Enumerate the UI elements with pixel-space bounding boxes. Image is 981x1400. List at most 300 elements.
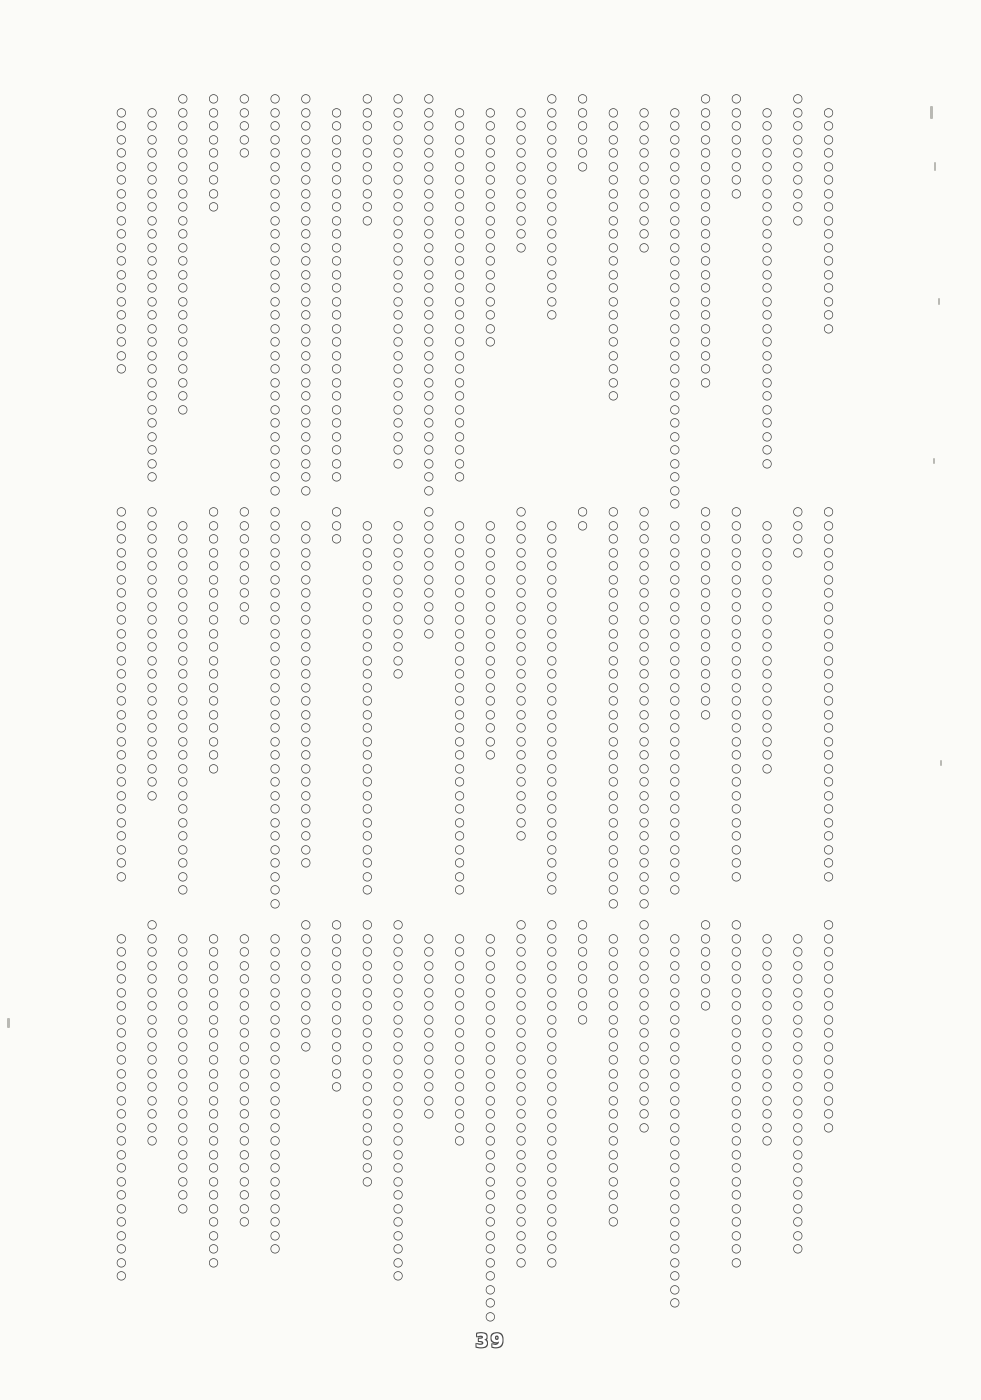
- redacted-character: ○: [761, 320, 773, 335]
- redacted-character: ○: [116, 131, 127, 146]
- redacted-character: ○: [239, 1106, 250, 1120]
- redacted-character: ○: [546, 1200, 558, 1215]
- redacted-character: ○: [423, 1025, 435, 1039]
- redacted-character: ○: [239, 1133, 250, 1147]
- redacted-character: ○: [823, 239, 834, 254]
- text-column: [321, 505, 352, 915]
- redacted-character: ○: [239, 612, 250, 626]
- redacted-character: ○: [239, 1200, 250, 1215]
- redacted-character: ○: [608, 558, 619, 572]
- redacted-character: ○: [454, 998, 465, 1012]
- redacted-character: ○: [208, 639, 219, 653]
- redacted-character: ○: [700, 199, 711, 213]
- redacted-character: ○: [454, 347, 465, 362]
- redacted-character: ○: [515, 598, 527, 613]
- redacted-character: ○: [485, 1092, 496, 1107]
- redacted-character: ○: [177, 841, 189, 856]
- redacted-character: ○: [392, 1065, 404, 1080]
- redacted-character: ○: [423, 158, 435, 173]
- redacted-character: ○: [208, 944, 219, 958]
- redacted-character: ○: [300, 320, 312, 335]
- text-column: [506, 92, 537, 502]
- redacted-character: ○: [546, 1106, 558, 1120]
- redacted-character: ○: [546, 774, 558, 788]
- redacted-character: ○: [823, 652, 834, 667]
- redacted-character: ○: [792, 1011, 804, 1026]
- redacted-character: ○: [362, 1133, 373, 1147]
- redacted-character: ○: [731, 666, 742, 680]
- redacted-character: ○: [761, 226, 773, 240]
- redacted-character: ○: [392, 1133, 404, 1147]
- redacted-character: ○: [362, 585, 373, 599]
- redacted-character: ○: [638, 882, 650, 896]
- redacted-character: ○: [485, 733, 496, 748]
- redacted-character: ○: [669, 1281, 681, 1296]
- redacted-character: ○: [700, 293, 711, 308]
- redacted-character: ○: [177, 1119, 189, 1134]
- redacted-character: ○: [608, 374, 619, 389]
- redacted-character: ○: [761, 531, 773, 545]
- redacted-character: ○: [454, 104, 465, 119]
- redacted-character: ○: [731, 598, 742, 613]
- redacted-character: ○: [331, 320, 342, 335]
- redacted-character: ○: [731, 917, 742, 931]
- redacted-character: ○: [116, 1173, 127, 1188]
- redacted-character: ○: [392, 930, 404, 945]
- redacted-character: ○: [823, 585, 834, 599]
- redacted-character: ○: [269, 957, 281, 972]
- redacted-character: ○: [546, 293, 558, 308]
- redacted-character: ○: [823, 1065, 834, 1080]
- redacted-character: ○: [638, 145, 650, 159]
- redacted-character: ○: [423, 1038, 435, 1053]
- redacted-character: ○: [823, 544, 834, 559]
- redacted-character: ○: [546, 585, 558, 599]
- redacted-character: ○: [761, 104, 773, 119]
- redacted-character: ○: [515, 585, 527, 599]
- redacted-character: ○: [700, 625, 711, 640]
- redacted-character: ○: [331, 104, 342, 119]
- redacted-character: ○: [392, 998, 404, 1012]
- redacted-character: ○: [515, 517, 527, 532]
- redacted-character: ○: [269, 442, 281, 456]
- redacted-character: ○: [761, 1092, 773, 1107]
- redacted-character: ○: [392, 1011, 404, 1026]
- text-column: [598, 918, 629, 1328]
- redacted-character: ○: [823, 971, 834, 985]
- redacted-character: ○: [454, 814, 465, 829]
- redacted-character: ○: [823, 998, 834, 1012]
- redacted-character: ○: [146, 428, 158, 443]
- redacted-character: ○: [669, 774, 681, 788]
- redacted-character: ○: [392, 1092, 404, 1107]
- redacted-character: ○: [300, 706, 312, 721]
- redacted-character: ○: [362, 1052, 373, 1066]
- redacted-character: ○: [454, 212, 465, 227]
- redacted-character: ○: [362, 118, 373, 132]
- redacted-character: ○: [208, 625, 219, 640]
- redacted-character: ○: [392, 666, 404, 680]
- redacted-character: ○: [454, 652, 465, 667]
- redacted-character: ○: [177, 1065, 189, 1080]
- redacted-character: ○: [269, 706, 281, 721]
- redacted-character: ○: [546, 747, 558, 761]
- redacted-character: ○: [761, 585, 773, 599]
- redacted-character: ○: [300, 334, 312, 348]
- redacted-character: ○: [177, 612, 189, 626]
- redacted-character: ○: [208, 1038, 219, 1053]
- redacted-character: ○: [116, 1025, 127, 1039]
- redacted-character: ○: [515, 733, 527, 748]
- redacted-character: ○: [116, 1011, 127, 1026]
- redacted-character: ○: [608, 1146, 619, 1161]
- redacted-character: ○: [116, 334, 127, 348]
- redacted-character: ○: [300, 801, 312, 815]
- redacted-character: ○: [792, 998, 804, 1012]
- redacted-character: ○: [577, 1011, 588, 1026]
- redacted-character: ○: [669, 185, 681, 200]
- redacted-character: ○: [454, 841, 465, 856]
- redacted-character: ○: [300, 571, 312, 586]
- redacted-character: ○: [669, 482, 681, 497]
- redacted-character: ○: [823, 1092, 834, 1107]
- redacted-character: ○: [146, 598, 158, 613]
- redacted-character: ○: [731, 930, 742, 945]
- redacted-character: ○: [300, 787, 312, 802]
- redacted-character: ○: [269, 639, 281, 653]
- redacted-character: ○: [485, 571, 496, 586]
- redacted-character: ○: [792, 131, 804, 146]
- text-column: [629, 92, 660, 502]
- redacted-character: ○: [731, 720, 742, 734]
- redacted-character: ○: [239, 1011, 250, 1026]
- text-column: [783, 918, 814, 1328]
- redacted-character: ○: [546, 801, 558, 815]
- redacted-character: ○: [239, 145, 250, 159]
- redacted-character: ○: [546, 1187, 558, 1201]
- redacted-character: ○: [515, 1133, 527, 1147]
- redacted-character: ○: [300, 720, 312, 734]
- redacted-character: ○: [269, 172, 281, 186]
- redacted-character: ○: [331, 1011, 342, 1026]
- redacted-character: ○: [239, 1160, 250, 1174]
- redacted-character: ○: [669, 944, 681, 958]
- redacted-character: ○: [116, 1065, 127, 1080]
- text-column: [567, 505, 598, 915]
- redacted-character: ○: [823, 625, 834, 640]
- redacted-character: ○: [362, 693, 373, 707]
- redacted-character: ○: [177, 544, 189, 559]
- redacted-character: ○: [208, 1241, 219, 1255]
- redacted-character: ○: [269, 828, 281, 842]
- redacted-character: ○: [669, 455, 681, 470]
- redacted-character: ○: [546, 1119, 558, 1134]
- redacted-character: ○: [638, 957, 650, 972]
- redacted-character: ○: [392, 104, 404, 119]
- redacted-character: ○: [146, 253, 158, 267]
- redacted-character: ○: [392, 1214, 404, 1228]
- redacted-character: ○: [761, 1052, 773, 1066]
- redacted-character: ○: [515, 145, 527, 159]
- redacted-character: ○: [731, 1079, 742, 1093]
- redacted-character: ○: [638, 998, 650, 1012]
- redacted-character: ○: [608, 1011, 619, 1026]
- redacted-character: ○: [146, 1065, 158, 1080]
- redacted-character: ○: [269, 585, 281, 599]
- redacted-character: ○: [269, 1119, 281, 1134]
- redacted-character: ○: [669, 693, 681, 707]
- redacted-character: ○: [792, 971, 804, 985]
- redacted-character: ○: [577, 517, 588, 532]
- redacted-character: ○: [454, 1092, 465, 1107]
- redacted-character: ○: [823, 917, 834, 931]
- redacted-character: ○: [146, 239, 158, 254]
- redacted-character: ○: [208, 930, 219, 945]
- redacted-character: ○: [331, 172, 342, 186]
- redacted-character: ○: [669, 347, 681, 362]
- redacted-character: ○: [761, 442, 773, 456]
- redacted-character: ○: [146, 747, 158, 761]
- redacted-character: ○: [731, 787, 742, 802]
- redacted-character: ○: [700, 239, 711, 254]
- redacted-character: ○: [208, 504, 219, 518]
- redacted-character: ○: [485, 239, 496, 254]
- redacted-character: ○: [146, 1133, 158, 1147]
- redacted-character: ○: [638, 625, 650, 640]
- redacted-character: ○: [608, 145, 619, 159]
- redacted-character: ○: [669, 1254, 681, 1269]
- redacted-character: ○: [823, 1119, 834, 1134]
- redacted-character: ○: [392, 984, 404, 999]
- text-column: [537, 92, 568, 502]
- redacted-character: ○: [392, 598, 404, 613]
- redacted-character: ○: [300, 118, 312, 132]
- text-column: [198, 505, 229, 915]
- redacted-character: ○: [638, 158, 650, 173]
- redacted-character: ○: [608, 104, 619, 119]
- redacted-character: ○: [546, 517, 558, 532]
- redacted-character: ○: [116, 1227, 127, 1242]
- redacted-character: ○: [269, 1146, 281, 1161]
- redacted-character: ○: [761, 239, 773, 254]
- redacted-character: ○: [792, 544, 804, 559]
- redacted-character: ○: [454, 1011, 465, 1026]
- redacted-character: ○: [546, 998, 558, 1012]
- redacted-character: ○: [177, 1052, 189, 1066]
- redacted-character: ○: [485, 1133, 496, 1147]
- redacted-character: ○: [239, 1187, 250, 1201]
- redacted-character: ○: [669, 469, 681, 483]
- redacted-character: ○: [792, 104, 804, 119]
- redacted-character: ○: [700, 334, 711, 348]
- redacted-character: ○: [116, 1146, 127, 1161]
- redacted-character: ○: [177, 145, 189, 159]
- redacted-character: ○: [146, 957, 158, 972]
- redacted-character: ○: [823, 531, 834, 545]
- redacted-character: ○: [792, 1227, 804, 1242]
- redacted-character: ○: [208, 747, 219, 761]
- redacted-character: ○: [546, 1227, 558, 1242]
- redacted-character: ○: [608, 747, 619, 761]
- redacted-character: ○: [116, 361, 127, 375]
- redacted-character: ○: [823, 828, 834, 842]
- redacted-character: ○: [761, 1011, 773, 1026]
- redacted-character: ○: [485, 971, 496, 985]
- redacted-character: ○: [608, 361, 619, 375]
- text-column: [229, 918, 260, 1328]
- redacted-character: ○: [669, 401, 681, 416]
- redacted-character: ○: [669, 571, 681, 586]
- redacted-character: ○: [761, 266, 773, 281]
- redacted-character: ○: [300, 428, 312, 443]
- redacted-character: ○: [300, 469, 312, 483]
- redacted-character: ○: [208, 1079, 219, 1093]
- redacted-character: ○: [146, 720, 158, 734]
- redacted-character: ○: [392, 158, 404, 173]
- redacted-character: ○: [608, 679, 619, 694]
- redacted-character: ○: [608, 585, 619, 599]
- text-column: [352, 505, 383, 915]
- redacted-character: ○: [608, 930, 619, 945]
- text-column: [629, 918, 660, 1328]
- redacted-character: ○: [761, 1065, 773, 1080]
- redacted-character: ○: [638, 855, 650, 869]
- redacted-character: ○: [146, 361, 158, 375]
- redacted-character: ○: [177, 571, 189, 586]
- redacted-character: ○: [300, 639, 312, 653]
- redacted-character: ○: [116, 585, 127, 599]
- redacted-character: ○: [116, 971, 127, 985]
- redacted-character: ○: [823, 118, 834, 132]
- redacted-character: ○: [546, 1092, 558, 1107]
- redacted-character: ○: [423, 347, 435, 362]
- redacted-character: ○: [116, 984, 127, 999]
- redacted-character: ○: [362, 91, 373, 105]
- redacted-character: ○: [177, 131, 189, 146]
- redacted-character: ○: [515, 1025, 527, 1039]
- redacted-character: ○: [116, 868, 127, 883]
- redacted-character: ○: [454, 957, 465, 972]
- redacted-character: ○: [362, 971, 373, 985]
- redacted-character: ○: [116, 253, 127, 267]
- redacted-character: ○: [669, 158, 681, 173]
- text-column: [721, 918, 752, 1328]
- redacted-character: ○: [331, 293, 342, 308]
- redacted-character: ○: [669, 957, 681, 972]
- redacted-character: ○: [177, 266, 189, 281]
- redacted-character: ○: [608, 1092, 619, 1107]
- redacted-character: ○: [608, 998, 619, 1012]
- text-column: [629, 505, 660, 915]
- redacted-character: ○: [146, 679, 158, 694]
- redacted-character: ○: [700, 226, 711, 240]
- redacted-character: ○: [638, 585, 650, 599]
- redacted-character: ○: [638, 558, 650, 572]
- redacted-character: ○: [392, 1173, 404, 1188]
- redacted-character: ○: [208, 1146, 219, 1161]
- redacted-character: ○: [485, 1308, 496, 1323]
- redacted-character: ○: [392, 558, 404, 572]
- redacted-character: ○: [300, 944, 312, 958]
- redacted-character: ○: [331, 917, 342, 931]
- redacted-character: ○: [177, 517, 189, 532]
- redacted-character: ○: [485, 517, 496, 532]
- redacted-character: ○: [485, 1241, 496, 1255]
- redacted-character: ○: [362, 544, 373, 559]
- redacted-character: ○: [669, 1241, 681, 1255]
- redacted-character: ○: [423, 531, 435, 545]
- redacted-character: ○: [269, 1052, 281, 1066]
- redacted-character: ○: [485, 1281, 496, 1296]
- redacted-character: ○: [392, 1106, 404, 1120]
- redacted-character: ○: [454, 558, 465, 572]
- redacted-character: ○: [731, 1160, 742, 1174]
- redacted-character: ○: [546, 652, 558, 667]
- redacted-character: ○: [392, 280, 404, 294]
- redacted-character: ○: [423, 571, 435, 586]
- redacted-character: ○: [239, 930, 250, 945]
- redacted-character: ○: [546, 1160, 558, 1174]
- redacted-character: ○: [116, 1106, 127, 1120]
- redacted-character: ○: [731, 1106, 742, 1120]
- redacted-character: ○: [669, 1268, 681, 1282]
- redacted-character: ○: [300, 401, 312, 416]
- redacted-character: ○: [177, 1106, 189, 1120]
- redacted-character: ○: [608, 733, 619, 748]
- redacted-character: ○: [515, 774, 527, 788]
- redacted-character: ○: [177, 293, 189, 308]
- redacted-character: ○: [485, 944, 496, 958]
- redacted-character: ○: [116, 1119, 127, 1134]
- text-column: [444, 505, 475, 915]
- redacted-character: ○: [362, 957, 373, 972]
- redacted-character: ○: [239, 984, 250, 999]
- redacted-character: ○: [300, 1038, 312, 1053]
- redacted-character: ○: [300, 307, 312, 321]
- redacted-character: ○: [300, 998, 312, 1012]
- redacted-character: ○: [269, 612, 281, 626]
- redacted-character: ○: [515, 544, 527, 559]
- redacted-character: ○: [792, 1173, 804, 1188]
- redacted-character: ○: [515, 747, 527, 761]
- redacted-character: ○: [669, 1173, 681, 1188]
- redacted-character: ○: [515, 1187, 527, 1201]
- redacted-character: ○: [269, 266, 281, 281]
- redacted-character: ○: [669, 998, 681, 1012]
- redacted-character: ○: [669, 544, 681, 559]
- redacted-character: ○: [823, 639, 834, 653]
- redacted-character: ○: [546, 226, 558, 240]
- redacted-character: ○: [392, 1241, 404, 1255]
- redacted-character: ○: [362, 855, 373, 869]
- redacted-character: ○: [300, 374, 312, 389]
- redacted-character: ○: [700, 280, 711, 294]
- redacted-character: ○: [177, 239, 189, 254]
- redacted-character: ○: [392, 172, 404, 186]
- redacted-character: ○: [300, 185, 312, 200]
- redacted-character: ○: [177, 971, 189, 985]
- redacted-character: ○: [638, 118, 650, 132]
- redacted-character: ○: [300, 482, 312, 497]
- redacted-character: ○: [269, 531, 281, 545]
- redacted-character: ○: [669, 442, 681, 456]
- text-column: [598, 92, 629, 502]
- redacted-character: ○: [177, 104, 189, 119]
- redacted-character: ○: [116, 957, 127, 972]
- redacted-character: ○: [423, 199, 435, 213]
- redacted-character: ○: [823, 930, 834, 945]
- redacted-character: ○: [300, 361, 312, 375]
